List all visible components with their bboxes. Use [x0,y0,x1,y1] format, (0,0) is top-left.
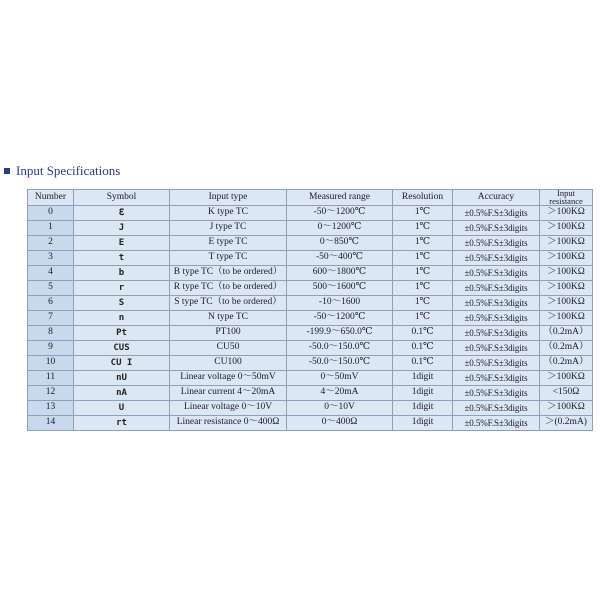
table-row [28,281,593,296]
header-input-resistance-line1: Input [557,188,575,199]
cell-symbol: J [74,221,170,236]
cell-input-resistance: ＞100KΩ [540,251,593,266]
cell-number: 14 [28,416,74,431]
cell-accuracy: ±0.5%F.S±3digits [453,221,540,236]
cell-input-resistance: （0.2mA） [540,326,593,341]
cell-number: 10 [28,356,74,371]
header-number: Number [28,190,74,206]
cell-measured-range: 0～10V [287,401,393,416]
cell-measured-range: 0～850℃ [287,236,393,251]
table-row [28,341,593,356]
cell-number: 2 [28,236,74,251]
cell-accuracy: ±0.5%F.S±3digits [453,326,540,341]
cell-measured-range: -50.0～150.0℃ [287,341,393,356]
cell-measured-range: -10～1600 [287,296,393,311]
cell-resolution: 1℃ [393,221,453,236]
cell-input-type: S type TC（to be ordered） [170,296,287,311]
cell-input-resistance: ＞100KΩ [540,296,593,311]
table-row [28,296,593,311]
cell-input-type: K type TC [170,206,287,221]
section-title-text: Input Specifications [16,163,121,178]
cell-resolution: 1digit [393,386,453,401]
cell-input-type: T type TC [170,251,287,266]
table-row [28,236,593,251]
bullet-icon [4,168,10,174]
table-header-row [28,190,593,206]
header-accuracy: Accuracy [453,190,540,206]
cell-accuracy: ±0.5%F.S±3digits [453,206,540,221]
cell-input-resistance: ＞100KΩ [540,221,593,236]
cell-resolution: 1℃ [393,236,453,251]
cell-resolution: 1℃ [393,296,453,311]
cell-accuracy: ±0.5%F.S±3digits [453,416,540,431]
cell-number: 5 [28,281,74,296]
cell-number: 13 [28,401,74,416]
cell-measured-range: 500～1600℃ [287,281,393,296]
cell-symbol: CUS [74,341,170,356]
table-row [28,386,593,401]
table-row [28,311,593,326]
cell-resolution: 0.1℃ [393,356,453,371]
table-row [28,251,593,266]
cell-number: 6 [28,296,74,311]
cell-number: 7 [28,311,74,326]
cell-symbol: Pt [74,326,170,341]
header-symbol: Symbol [74,190,170,206]
cell-accuracy: ±0.5%F.S±3digits [453,281,540,296]
cell-measured-range: -50.0～150.0℃ [287,356,393,371]
cell-measured-range: 0～400Ω [287,416,393,431]
cell-input-resistance: ＞100KΩ [540,266,593,281]
cell-input-resistance: ＞100KΩ [540,281,593,296]
cell-accuracy: ±0.5%F.S±3digits [453,251,540,266]
cell-input-resistance: ＞100KΩ [540,401,593,416]
cell-accuracy: ±0.5%F.S±3digits [453,341,540,356]
cell-input-resistance: <150Ω [540,386,593,401]
cell-resolution: 1℃ [393,281,453,296]
table-row [28,221,593,236]
table-row [28,206,593,221]
section-title [4,163,120,179]
cell-input-type: N type TC [170,311,287,326]
cell-input-resistance: ＞100KΩ [540,371,593,386]
cell-symbol: r [74,281,170,296]
cell-symbol: CU I [74,356,170,371]
cell-accuracy: ±0.5%F.S±3digits [453,401,540,416]
cell-measured-range: 600～1800℃ [287,266,393,281]
cell-number: 8 [28,326,74,341]
cell-input-resistance: ＞100KΩ [540,236,593,251]
cell-symbol: ℇ [74,206,170,221]
cell-number: 1 [28,221,74,236]
header-input-type: Input type [170,190,287,206]
cell-accuracy: ±0.5%F.S±3digits [453,371,540,386]
cell-measured-range: 4～20mA [287,386,393,401]
cell-resolution: 1digit [393,401,453,416]
header-resolution: Resolution [393,190,453,206]
table-row [28,356,593,371]
cell-measured-range: -50～1200℃ [287,311,393,326]
cell-resolution: 1℃ [393,251,453,266]
table-row [28,416,593,431]
cell-input-resistance: （0.2mA） [540,356,593,371]
cell-accuracy: ±0.5%F.S±3digits [453,266,540,281]
cell-symbol: b [74,266,170,281]
cell-resolution: 1digit [393,371,453,386]
cell-input-type: PT100 [170,326,287,341]
cell-resolution: 0.1℃ [393,326,453,341]
cell-accuracy: ±0.5%F.S±3digits [453,296,540,311]
cell-resolution: 0.1℃ [393,341,453,356]
cell-number: 9 [28,341,74,356]
table-row [28,326,593,341]
cell-number: 12 [28,386,74,401]
cell-number: 11 [28,371,74,386]
cell-input-resistance: ＞100KΩ [540,311,593,326]
cell-input-type: Linear resistance 0～400Ω [170,416,287,431]
cell-resolution: 1℃ [393,206,453,221]
cell-input-type: R type TC（to be ordered） [170,281,287,296]
cell-input-type: CU100 [170,356,287,371]
cell-input-type: E type TC [170,236,287,251]
cell-measured-range: -50～1200℃ [287,206,393,221]
cell-symbol: t [74,251,170,266]
cell-input-type: Linear voltage 0～10V [170,401,287,416]
table-row [28,266,593,281]
cell-measured-range: 0～1200℃ [287,221,393,236]
table-row [28,401,593,416]
cell-symbol: E [74,236,170,251]
cell-input-resistance: （0.2mA） [540,341,593,356]
cell-input-resistance: ＞100KΩ [540,206,593,221]
cell-input-type: Linear current 4～20mA [170,386,287,401]
cell-input-type: Linear voltage 0～50mV [170,371,287,386]
cell-symbol: nA [74,386,170,401]
cell-measured-range: 0～50mV [287,371,393,386]
cell-symbol: n [74,311,170,326]
cell-symbol: U [74,401,170,416]
header-input-resistance-line2: resistance [549,195,583,206]
cell-input-type: CU50 [170,341,287,356]
cell-resolution: 1℃ [393,311,453,326]
cell-accuracy: ±0.5%F.S±3digits [453,236,540,251]
cell-input-resistance: ＞(0.2mA) [540,416,593,431]
cell-measured-range: -199.9～650.0℃ [287,326,393,341]
cell-accuracy: ±0.5%F.S±3digits [453,311,540,326]
cell-resolution: 1℃ [393,266,453,281]
cell-accuracy: ±0.5%F.S±3digits [453,356,540,371]
header-input-resistance [540,190,593,206]
cell-input-type: B type TC（to be ordered） [170,266,287,281]
cell-input-type: J type TC [170,221,287,236]
cell-number: 3 [28,251,74,266]
table-row [28,371,593,386]
cell-symbol: nU [74,371,170,386]
header-measured-range: Measured range [287,190,393,206]
cell-number: 4 [28,266,74,281]
cell-symbol: rt [74,416,170,431]
cell-symbol: S [74,296,170,311]
cell-resolution: 1digit [393,416,453,431]
cell-measured-range: -50～400℃ [287,251,393,266]
table-body [28,206,593,431]
input-specifications-table [27,189,593,431]
cell-number: 0 [28,206,74,221]
cell-accuracy: ±0.5%F.S±3digits [453,386,540,401]
